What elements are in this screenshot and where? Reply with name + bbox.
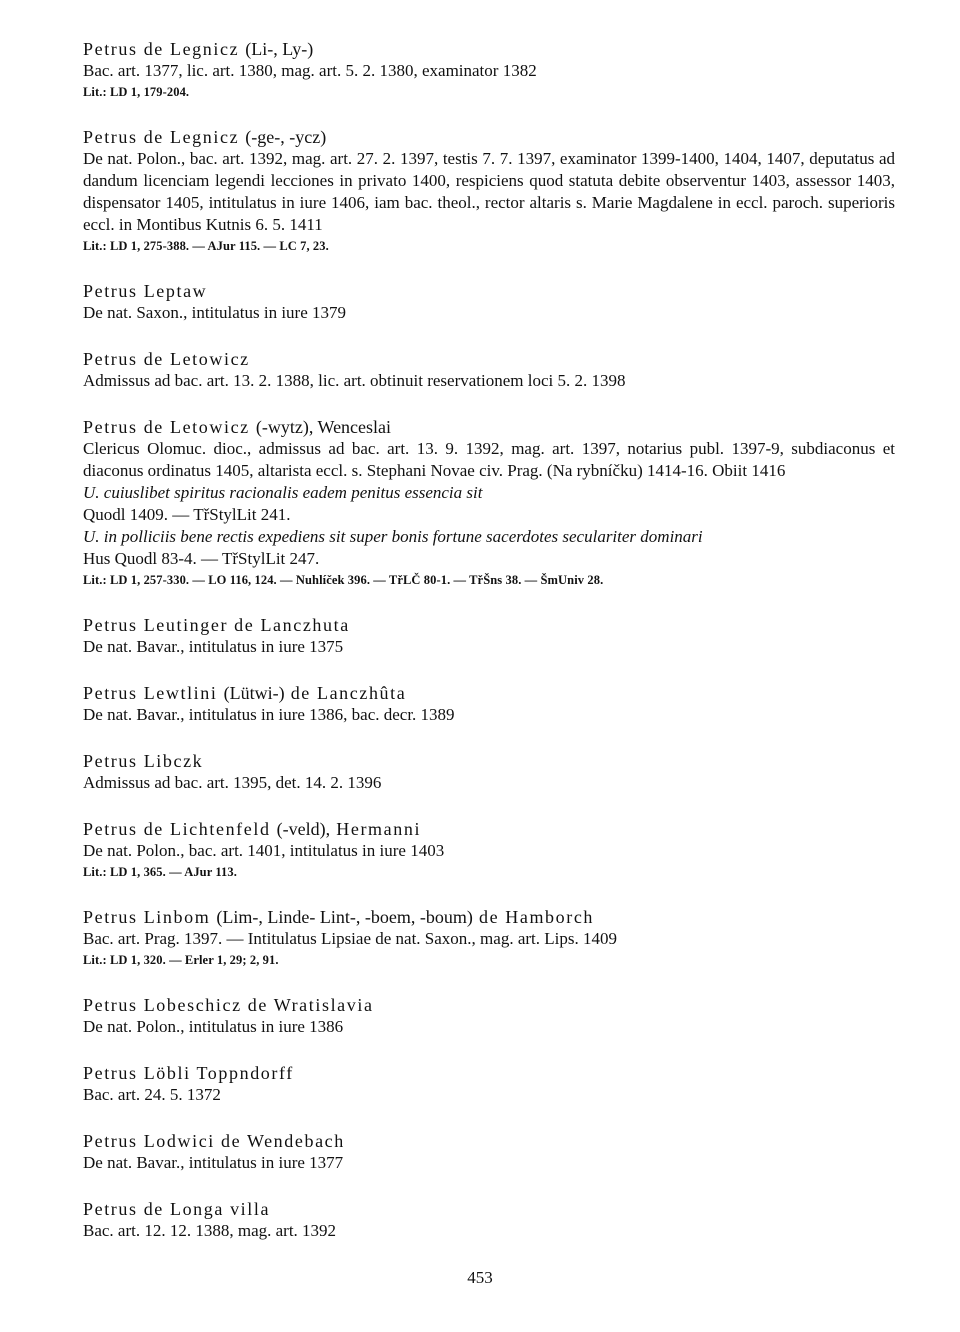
entry-body: Bac. art. 12. 12. 1388, mag. art. 1392 <box>83 1221 337 1240</box>
entry <box>83 126 895 256</box>
entry-literature: Lit.: LD 1, 365. — AJur 113. <box>83 865 237 879</box>
entry <box>83 750 895 794</box>
entry-body: Bac. art. Prag. 1397. — Intitulatus Lipsiae de nat. Saxon., mag. art. Lips. 1409 <box>83 929 617 948</box>
entry-body: De nat. Bavar., intitulatus in iure 1377 <box>83 1153 344 1172</box>
entry-body: De nat. Polon., intitulatus in iure 1386 <box>83 1017 344 1036</box>
entry-body: De nat. Polon., bac. art. 1401, intitulatus in iure 1403 <box>83 841 445 860</box>
work-reference: Quodl 1409. — TřStylLit 241. <box>83 505 291 524</box>
entry <box>83 682 895 726</box>
entry-name: Petrus de Letowicz (-wytz), Wenceslai <box>83 417 392 437</box>
work-reference: Hus Quodl 83-4. — TřStylLit 247. <box>83 549 320 568</box>
entry <box>83 994 895 1038</box>
entry-name: Petrus de Longa villa <box>83 1199 271 1219</box>
entry <box>83 348 895 392</box>
entry <box>83 416 895 590</box>
entry-body: Bac. art. 1377, lic. art. 1380, mag. art. 5. 2. 1380, examinator 1382 <box>83 61 537 80</box>
entry-name: Petrus Linbom (Lim-, Linde- Lint-, -boem, -boum) de Hamborch <box>83 907 595 927</box>
entry-name: Petrus de Lichtenfeld (-veld), Hermanni <box>83 819 422 839</box>
entry-name: Petrus Leutinger de Lanczhuta <box>83 615 350 635</box>
entry-body: De nat. Bavar., intitulatus in iure 1386, bac. decr. 1389 <box>83 705 455 724</box>
entry <box>83 614 895 658</box>
entry <box>83 906 895 970</box>
entry <box>83 1198 895 1242</box>
entry-body: Clericus Olomuc. dioc., admissus ad bac. art. 13. 9. 1392, mag. art. 1397, notarius publ. 1397-9, subdiaconus et diaconus ordinatus 1405, altarista eccl. s. Stephani Novae civ. Prag. (Na rybníčku) 1414-16. Obiit 1416 <box>83 439 895 480</box>
entry-name: Petrus de Legnicz (-ge-, -ycz) <box>83 127 327 147</box>
entry-literature: Lit.: LD 1, 257-330. — LO 116, 124. — Nuhlíček 396. — TřLČ 80-1. — TřŠns 38. — ŠmUniv 28. <box>83 573 604 587</box>
entry-name: Petrus Lewtlini (Lütwi-) de Lanczhûta <box>83 683 407 703</box>
entry-name: Petrus Libczk <box>83 751 204 771</box>
work-title: U. cuiuslibet spiritus racionalis eadem penitus essencia sit <box>83 483 483 502</box>
entry <box>83 818 895 882</box>
entry-literature: Lit.: LD 1, 275-388. — AJur 115. — LC 7, 23. <box>83 239 329 253</box>
entry-name: Petrus Lobeschicz de Wratislavia <box>83 995 374 1015</box>
entry-name: Petrus Leptaw <box>83 281 208 301</box>
entry-name: Petrus Löbli Toppndorff <box>83 1063 294 1083</box>
page-content <box>83 38 895 1266</box>
entry-name: Petrus de Legnicz (Li-, Ly-) <box>83 39 314 59</box>
entry <box>83 38 895 102</box>
entry-name: Petrus de Letowicz <box>83 349 250 369</box>
work-title: U. in polliciis bene rectis expediens sit super bonis fortune sacerdotes seculariter dominari <box>83 527 703 546</box>
entry <box>83 280 895 324</box>
entry-body: De nat. Bavar., intitulatus in iure 1375 <box>83 637 344 656</box>
entry-body: Admissus ad bac. art. 1395, det. 14. 2. 1396 <box>83 773 382 792</box>
entry-literature: Lit.: LD 1, 179-204. <box>83 85 190 99</box>
entry-body: Bac. art. 24. 5. 1372 <box>83 1085 221 1104</box>
entry-literature: Lit.: LD 1, 320. — Erler 1, 29; 2, 91. <box>83 953 279 967</box>
entry <box>83 1062 895 1106</box>
page-number: 453 <box>467 1268 493 1287</box>
entry-body: De nat. Saxon., intitulatus in iure 1379 <box>83 303 346 322</box>
entry <box>83 1130 895 1174</box>
entry-name: Petrus Lodwici de Wendebach <box>83 1131 345 1151</box>
entry-body: De nat. Polon., bac. art. 1392, mag. art. 27. 2. 1397, testis 7. 7. 1397, examinator 1399-1400, 1404, 1407, deputatus ad dandum licenciam legendi lecciones in privato 1400, respiciens quod statuta debite observentur 1403, assessor 1403, dispensator 1405, intitulatus in iure 1406, iam bac. theol., rector altaris s. Marie Magdalene in eccl. paroch. superioris eccl. in Montibus Kutnis 6. 5. 1411 <box>83 149 895 234</box>
entry-body: Admissus ad bac. art. 13. 2. 1388, lic. art. obtinuit reservationem loci 5. 2. 1398 <box>83 371 626 390</box>
